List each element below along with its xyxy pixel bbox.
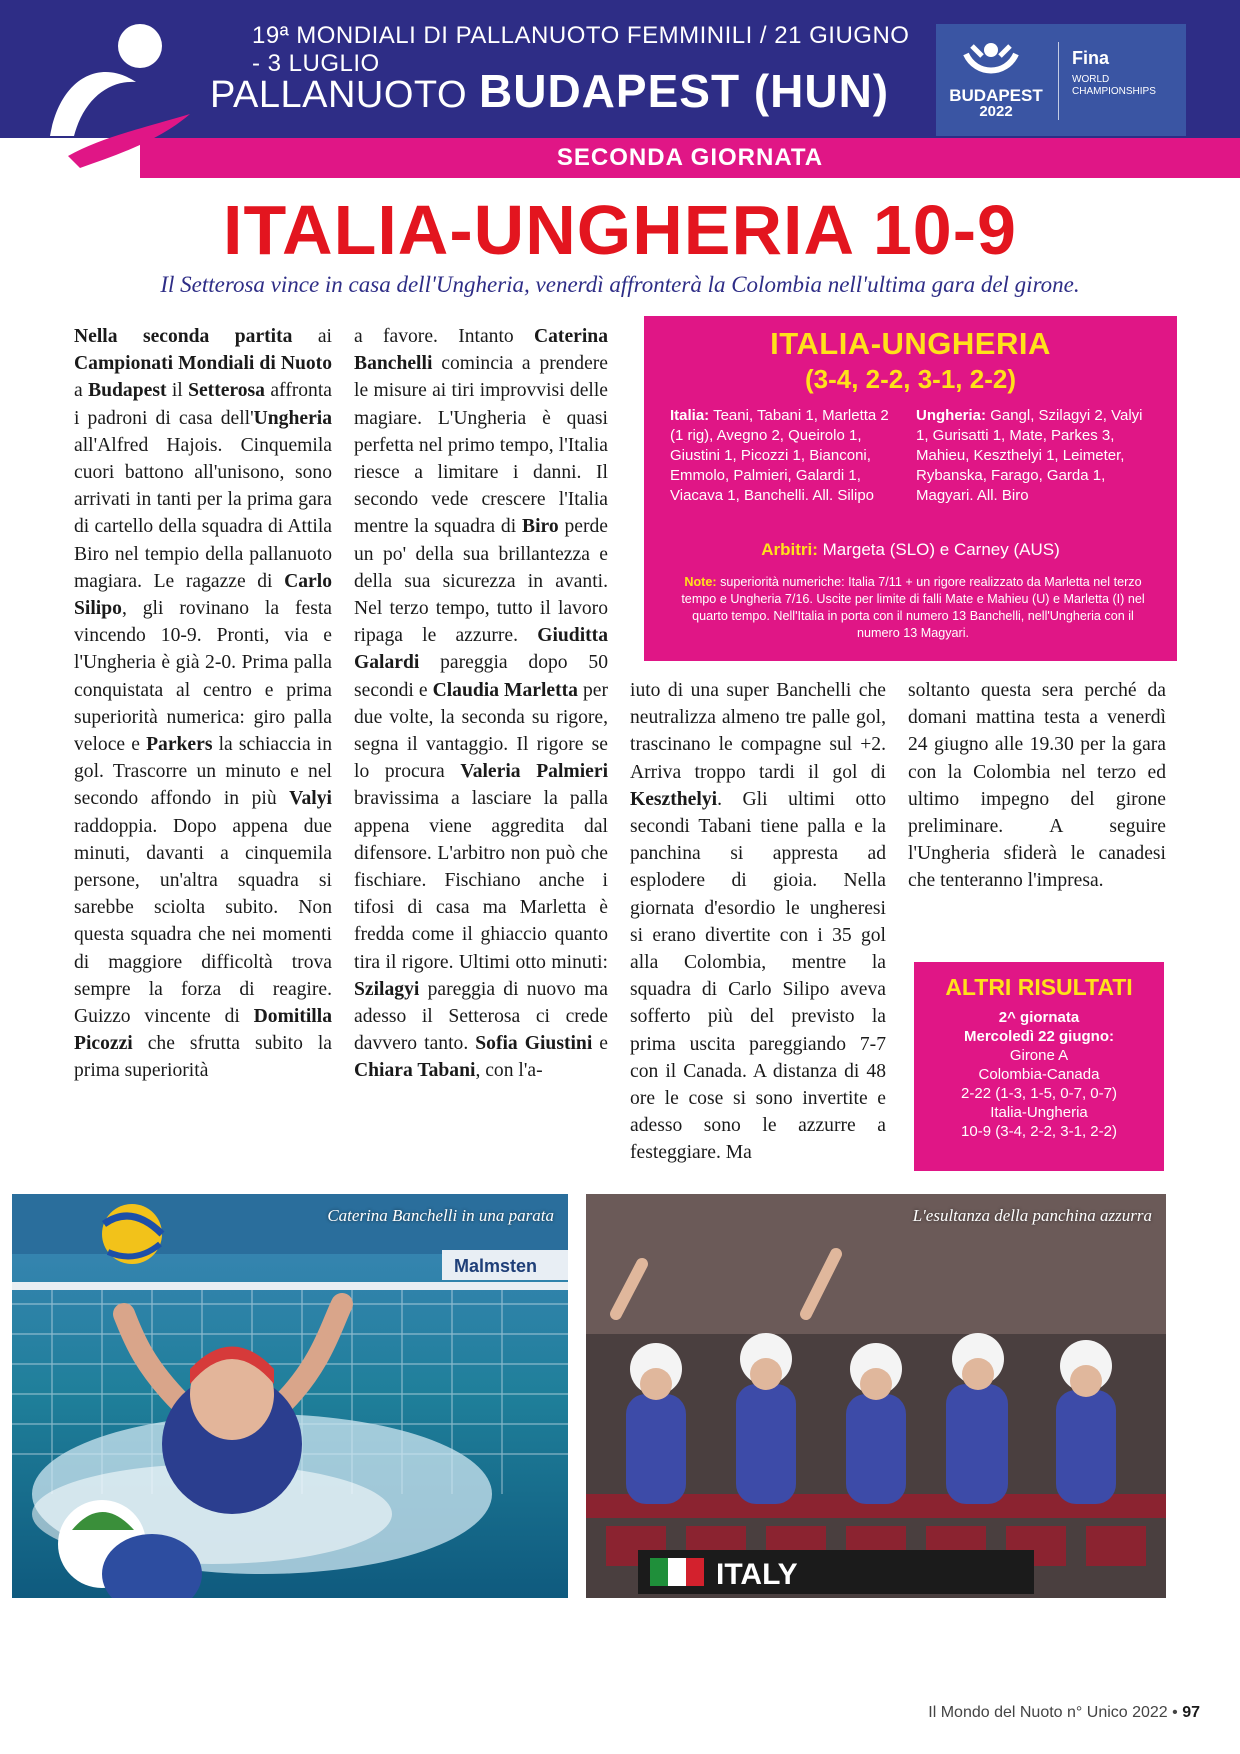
fina-separator [1058,42,1059,120]
banner-malmsten: Malmsten [454,1256,538,1276]
goalkeeper-photo-image [12,1194,568,1598]
article-title: ITALIA-UNGHERIA 10-9 [223,191,1017,269]
photo-goalkeeper [12,1194,568,1598]
banner-italy: ITALY [716,1558,798,1591]
fina-subtitle: WORLD CHAMPIONSHIPS [1072,74,1156,97]
city-label: BUDAPEST (HUN) [479,65,890,117]
match-box-partials: (3-4, 2-2, 3-1, 2-2) [805,364,1016,394]
other-results-box [914,962,1164,1171]
fina-wordmark: Fina [1072,48,1110,68]
fina-drop-icon [962,40,1020,80]
italy-lineup: Italia: Teani, Tabani 1, Marletta 2 (1 rig), Avegno 2, Queirolo 1, Giustini 1, Picozzi 1, Bianconi, Emmolo, Palmieri, Galardi 1, Viacava 1, Banchelli. All. Silipo [670,407,889,504]
match-box-title: ITALIA-UNGHERIA [770,326,1051,361]
article-column-4: soltanto questa sera perché da domani mattina testa a venerdì 24 giugno alle 19.30 per la gara con la Colombia nel terzo ed ultimo impegno del girone preliminare. A seguire l'Ungheria sfiderà le canadesi che tenteranno l'impresa. [908,680,1166,892]
other-results-body: 2^ giornata Mercoledì 22 giugno: Girone A Colombia-Canada 2-22 (1-3, 1-5, 0-7, 0-7) Italia-Ungheria 10-9 (3-4, 2-2, 3-1, 2-2) [961,1009,1117,1140]
photo-caption-1: Caterina Banchelli in una parata [327,1206,554,1225]
article-column-2: a favore. Intanto Caterina Banchelli comincia a prendere le misure ai tiri improvvisi delle magiare. L'Ungheria è quasi perfetta nel primo tempo, l'Italia riesce a limitare i danni. Il secondo vede crescere l'Italia mentre la squadra di Biro perde un po' della sua brillantezza e della sua sicurezza in avanti. Nel terzo tempo, tutto il lavoro ripaga le azzurre. Giuditta Galardi pareggia dopo 50 secondi e Claudia Marletta per due volte, la seconda su rigore, segna il vantaggio. Il rigore se lo procura Valeria Palmieri bravissima a lasciare la palla appena viene aggredita dal difensore. L'arbitro non può che fischiare. Fischiano anche i tifosi di casa ma Marletta è fredda come il ghiaccio quanto tira il rigore. Ultimi otto minuti: Szilagyi pareggia di nuovo ma adesso il Setterosa ci crede davvero tanto. Sofia Giustini e Chiara Tabani, con l'a- [354,326,609,1082]
page-footer [700,1704,1200,1722]
article-column-1: Nella seconda partita ai Campionati Mondiali di Nuoto a Budapest il Setterosa affronta i padroni di casa dell'Ungheria all'Alfred Hajois. Cinquemila cuori battono all'unisono, sono arrivati in tanti per la prima gara di cartello della squadra di Attila Biro nel tempio della pallanuoto magiara. Le ragazze di Carlo Silipo, gli rovinano la festa vincendo 10-9. Pronti, via e l'Ungheria è già 2-0. Prima palla conquistata al centro e prima superiorità numerica: giro palla veloce e Parkers la schiaccia in gol. Trascorre un minuto e nel secondo affondo in più Valyi raddoppia. Dopo appena due minuti, davanti a cinquemila persone, un'altra squadra si sarebbe sciolta subito. Non questa squadra che nei momenti di maggiore difficoltà trova sempre la forza di reagire. Guizzo vincente di Domitilla Picozzi che sfrutta subito la prima superiorità [74,326,333,1082]
page-number: 97 [1182,1704,1200,1721]
match-summary-box [644,316,1177,661]
match-notes: Note: superiorità numeriche: Italia 7/11 + un rigore realizzato da Marletta nel terzo tempo e Ungheria 7/16. Uscite per limite di falli Mate e Mahieu (U) e Marletta (I) nel quarto tempo. Nell'Italia in porta con il numero 13 Banchelli, nell'Ungheria con il numero 13 Magyari. [681,575,1145,640]
photo-caption-2: L'esultanza della panchina azzurra [912,1206,1152,1225]
hungary-lineup: Ungheria: Gangl, Szilagyi 2, Valyi 1, Gurisatti 1, Mate, Parkes 3, Mahieu, Keszthelyi 1, Leimeter, Rybanska, Farago, Garda 1, Magyari. All. Biro [916,407,1143,504]
day-banner [140,138,1240,178]
bench-photo-image [586,1194,1166,1598]
fina-logo [936,24,1186,136]
article-column-3: iuto di una super Banchelli che neutralizza almeno tre palle gol, trascinano le compagne sul +2. Arriva troppo tardi il gol di Keszthelyi. Gli ultimi otto secondi Tabani tiene palla e la panchina si appresta ad esplodere di gioia. Nella giornata d'esordio le ungheresi si erano divertite con i 35 gol alla Colombia, mentre la squadra di Carlo Silipo aveva sofferto più del previsto la prima uscita pareggiando 7-7 con il Canada. A distanza di 48 ore le cose si sono invertite e adesso sono le azzurre a festeggiare. Ma [630,680,886,1164]
fina-budapest: BUDAPEST 2022 [949,86,1043,120]
day-label: SECONDA GIORNATA [556,144,824,171]
other-results-title: ALTRI RISULTATI [945,974,1133,1000]
magazine-name: Il Mondo del Nuoto n° Unico 2022 • [928,1704,1178,1721]
sport-label: PALLANUOTO [210,74,468,116]
photo-bench-celebration [586,1194,1166,1598]
header-title [210,64,910,118]
referees: Arbitri: Margeta (SLO) e Carney (AUS) [761,540,1060,559]
event-line: 19ª MONDIALI DI PALLANUOTO FEMMINILI / 21 GIUGNO - 3 LUGLIO [252,22,910,77]
article-subtitle: Il Setterosa vince in casa dell'Ungheria, venerdì affronterà la Colombia nell'ultima gara del girone. [160,272,1080,297]
